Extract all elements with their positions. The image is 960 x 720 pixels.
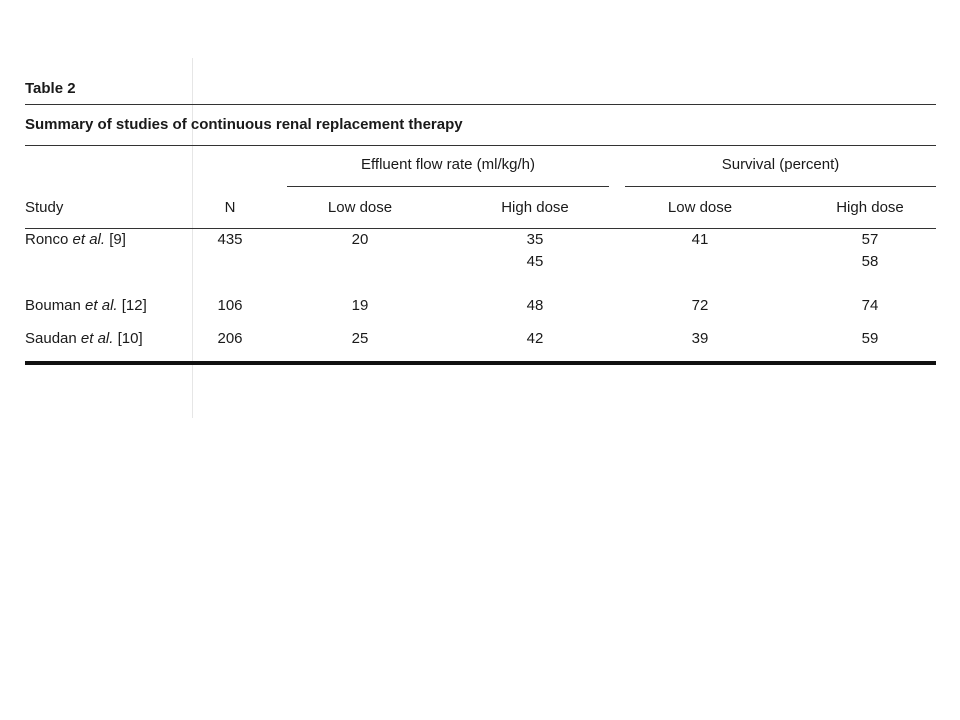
survival-low-cell: 72 xyxy=(691,297,709,314)
effluent-high-cell: 48 xyxy=(526,297,544,314)
group-header-effluent-label: Effluent flow rate (ml/kg/h) xyxy=(361,156,535,173)
bottom-rule xyxy=(25,361,936,365)
col-header-survival-high: High dose xyxy=(836,199,904,216)
study-author: Bouman xyxy=(25,297,81,314)
column-header-row xyxy=(25,187,936,228)
data-table xyxy=(25,78,936,365)
table-row xyxy=(25,295,936,328)
effluent-low-cell: 19 xyxy=(351,297,369,314)
survival-low-cell: 41 xyxy=(691,231,709,248)
effluent-high-cell xyxy=(485,229,585,273)
col-header-study: Study xyxy=(25,199,64,216)
effluent-high-cell: 42 xyxy=(526,330,544,347)
survival-high-cell xyxy=(825,229,915,273)
study-author: Saudan xyxy=(25,330,77,347)
survival-low-cell: 39 xyxy=(691,330,709,347)
study-cell xyxy=(25,295,147,317)
table-row xyxy=(25,328,936,361)
col-header-effluent-low: Low dose xyxy=(327,199,393,216)
col-header-survival-low: Low dose xyxy=(667,199,733,216)
survival-high-cell: 59 xyxy=(861,330,879,347)
n-cell: 106 xyxy=(217,297,243,314)
group-header-survival xyxy=(625,146,936,187)
study-ref: [9] xyxy=(109,231,126,248)
n-cell: 206 xyxy=(217,330,243,347)
table-label: Table 2 xyxy=(25,80,76,97)
study-cell xyxy=(25,229,126,251)
study-ref: [12] xyxy=(121,297,147,314)
study-author: Ronco xyxy=(25,231,69,248)
col-header-effluent-high: High dose xyxy=(501,199,569,216)
study-etal: et al. xyxy=(72,231,106,248)
table-row xyxy=(25,229,936,295)
study-ref: [10] xyxy=(117,330,143,347)
effluent-low-cell: 25 xyxy=(351,330,369,347)
group-header-effluent xyxy=(287,146,609,187)
study-etal: et al. xyxy=(85,297,118,314)
study-etal: et al. xyxy=(80,330,114,347)
effluent-high-value: 35 xyxy=(526,231,544,248)
n-cell: 435 xyxy=(217,231,243,248)
group-header-survival-label: Survival (percent) xyxy=(721,156,840,173)
group-header-row xyxy=(25,146,936,187)
survival-high-value: 57 xyxy=(861,231,879,248)
effluent-low-cell: 20 xyxy=(351,231,369,248)
table-title: Summary of studies of continuous renal replacement therapy xyxy=(25,116,463,133)
col-header-n: N xyxy=(224,199,236,216)
study-cell xyxy=(25,328,143,350)
survival-high-value: 58 xyxy=(861,253,879,270)
effluent-high-value: 45 xyxy=(526,253,544,270)
survival-high-cell: 74 xyxy=(861,297,879,314)
